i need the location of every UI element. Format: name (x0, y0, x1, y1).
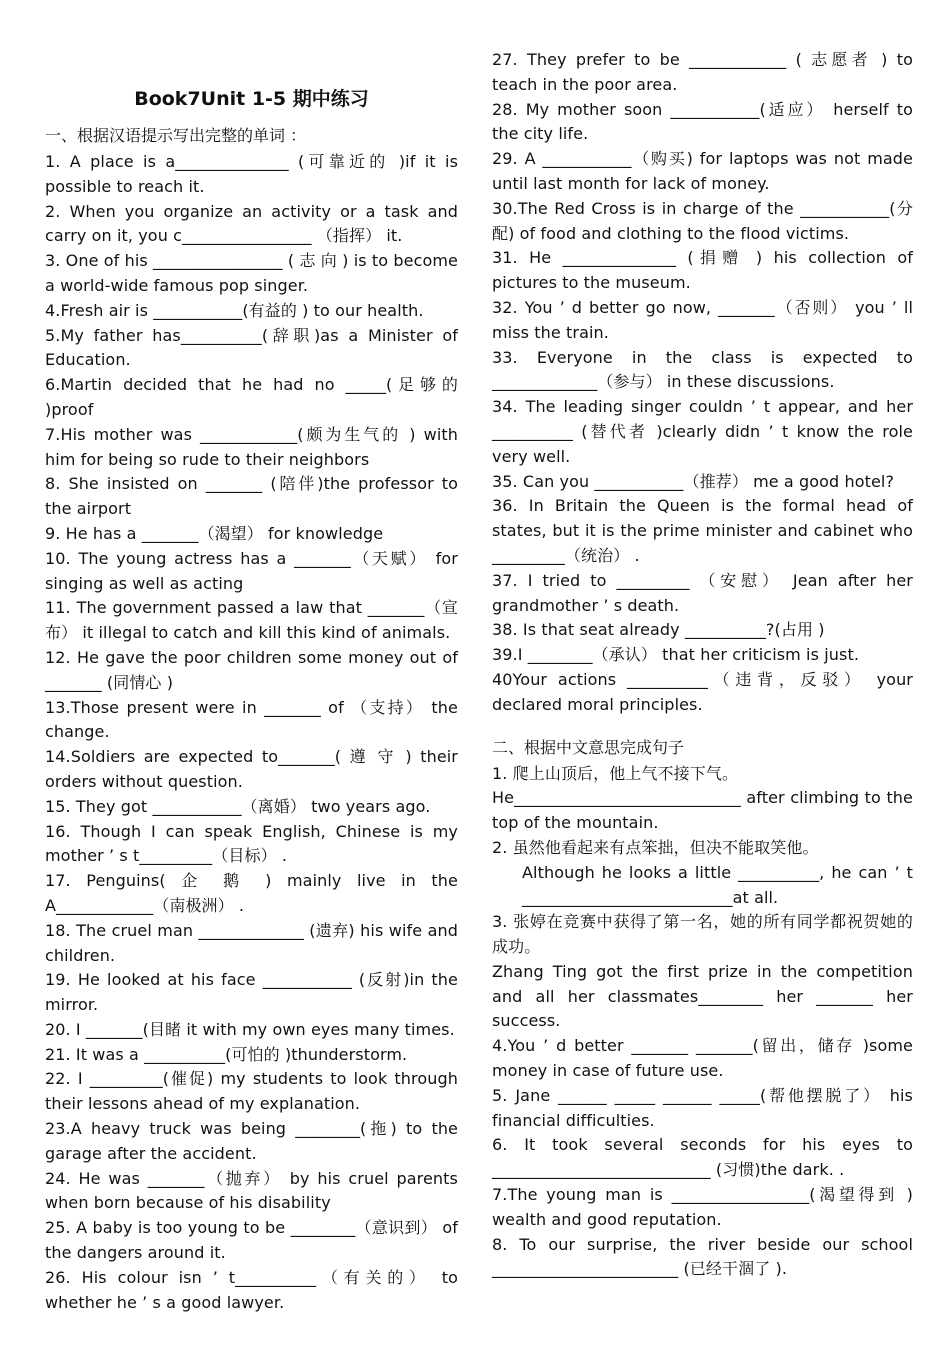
question-6: 6.Martin decided that he had no _____(足够的 )proof (45, 375, 458, 419)
question-18: 18. The cruel man _____________ (遗弃) his wife and children. (45, 920, 458, 965)
sentence-6: 6. It took several seconds for his eyes to ___________________________ (习惯)the dark. . (492, 1135, 913, 1180)
question-16: 16. Though I can speak English, Chinese is my mother ’ s t_________（目标） . (45, 821, 458, 866)
sentence-4: 4.You ’ d better _______ _______(留出，储存 )some money in case of future use. (492, 1036, 913, 1081)
question-34: 34. The leading singer couldn ’ t appear, and her __________ (替代者 )clearly didn ’ t know the role very well. (492, 397, 913, 466)
sentence-5: 5. Jane ______ _____ ______ _____(帮他摆脱了） his financial difficulties. (492, 1085, 913, 1130)
question-29: 29. A ___________（购买) for laptops was not made until last month for lack of money. (492, 149, 913, 193)
sentence-3-chinese: 3. 张婷在竞赛中获得了第一名，她的所有同学都祝贺她的成功。 (492, 912, 913, 957)
sentence-2-chinese: 2. 虽然他看起来有点笨拙，但决不能取笑他。 (492, 837, 819, 857)
question-2: 2. When you organize an activity or a task and carry on it, you c________________ （指挥） it. (45, 201, 458, 246)
question-31: 31. He ______________ (捐赠 ) his collection of pictures to the museum. (492, 248, 913, 293)
section2-heading: 二、根据中文意思完成句子 (492, 737, 685, 757)
page-title: Book7Unit 1-5 期中练习 (134, 88, 369, 110)
sentence-3-english: Zhang Ting got the first prize in the competition and all her classmates________ her _______ her success. (492, 961, 913, 1031)
section-spacer (492, 718, 913, 736)
question-3: 3. One of his ________________ ( 志 向 ) is to become a world-wide famous pop singer. (45, 251, 458, 295)
question-1: 1. A place is a______________ (可靠近的 )if it is possible to reach it. (45, 152, 458, 196)
question-17: 17. Penguins( 企 鹅 ) mainly live in the A____________（南极洲） . (45, 871, 458, 915)
left-column (45, 48, 458, 1315)
question-22: 22. I _________(催促) my students to look through their lessons ahead of my explanation. (45, 1069, 458, 1114)
question-35: 35. Can you ___________（推荐） me a good hotel? (492, 471, 895, 491)
question-33: 33. Everyone in the class is expected to _____________（参与） in these discussions. (492, 347, 913, 392)
section1-heading: 一、根据汉语提示写出完整的单词 ： (45, 126, 307, 145)
question-7: 7.His mother was ____________(颇为生气的 ) with him for being so rude to their neighbors (45, 424, 458, 469)
question-30: 30.The Red Cross is in charge of the ___________(分配) of food and clothing to the flood victims. (492, 198, 913, 243)
sentence-1-chinese: 1. 爬上山顶后，他上气不接下气。 (492, 763, 739, 783)
question-9: 9. He has a _______（渴望） for knowledge (45, 523, 384, 543)
question-32: 32. You ’ d better go now, _______（否则） you ’ ll miss the train. (492, 297, 913, 342)
question-25: 25. A baby is too young to be ________（意识到） of the dangers around it. (45, 1218, 458, 1263)
question-8: 8. She insisted on _______ (陪伴)the professor to the airport (45, 474, 458, 519)
question-11: 11. The government passed a law that _______（宣布） it illegal to catch and kill this kind of animals. (45, 598, 458, 643)
question-4: 4.Fresh air is ___________(有益的 ) to our health. (45, 300, 424, 320)
question-5: 5.My father has__________(辞职)as a Minister of Education. (45, 325, 458, 370)
question-24: 24. He was _______（抛弃） by his cruel parents when born because of his disability (45, 1168, 458, 1213)
question-21: 21. It was a __________(可怕的 )thunderstorm. (45, 1044, 408, 1064)
question-37: 37. I tried to _________ （安慰） Jean after her grandmother ’ s death. (492, 570, 913, 615)
question-38: 38. Is that seat already __________?(占用 ) (492, 620, 825, 640)
question-15: 15. They got ___________（离婚） two years ago. (45, 796, 431, 816)
question-13: 13.Those present were in _______ of （支持） the change. (45, 697, 458, 742)
question-39: 39.I ________（承认） that her criticism is just. (492, 645, 859, 665)
question-23: 23.A heavy truck was being ________(拖) to the garage after the accident. (45, 1119, 458, 1163)
question-40: 40Your actions __________（违背，反驳） your declared moral principles. (492, 669, 913, 714)
question-36: 36. In Britain the Queen is the formal head of states, but it is the prime minister and cabinet who _________（统治） . (492, 496, 913, 565)
question-26: 26. His colour isn ’ t__________（有关的） to whether he ’ s a good lawyer. (45, 1267, 458, 1312)
question-27: 27. They prefer to be ____________ ( 志愿者 ) to teach in the poor area. (492, 50, 913, 94)
question-19: 19. He looked at his face ___________ (反射)in the mirror. (45, 970, 458, 1015)
sentence-8: 8. To our surprise, the river beside our school _______________________ (已经干涸了 ). (492, 1234, 913, 1279)
sentence-2-english: Although he looks a little __________, he can ’ t __________________________at all. (522, 862, 913, 907)
question-28: 28. My mother soon ___________(适应） herself to the city life. (492, 99, 913, 144)
sentence-1-english: He____________________________ after climbing to the top of the mountain. (492, 788, 913, 833)
question-14: 14.Soldiers are expected to_______( 遵 守 ) their orders without question. (45, 747, 458, 791)
right-column (492, 48, 913, 1282)
question-20: 20. I _______(目睹 it with my own eyes many times. (45, 1019, 455, 1039)
sentence-7: 7.The young man is _________________(渴望得到 ) wealth and good reputation. (492, 1185, 913, 1229)
question-10: 10. The young actress has a _______（天赋） for singing as well as acting (45, 548, 458, 593)
question-12: 12. He gave the poor children some money out of _______ (同情心 ) (45, 647, 458, 692)
